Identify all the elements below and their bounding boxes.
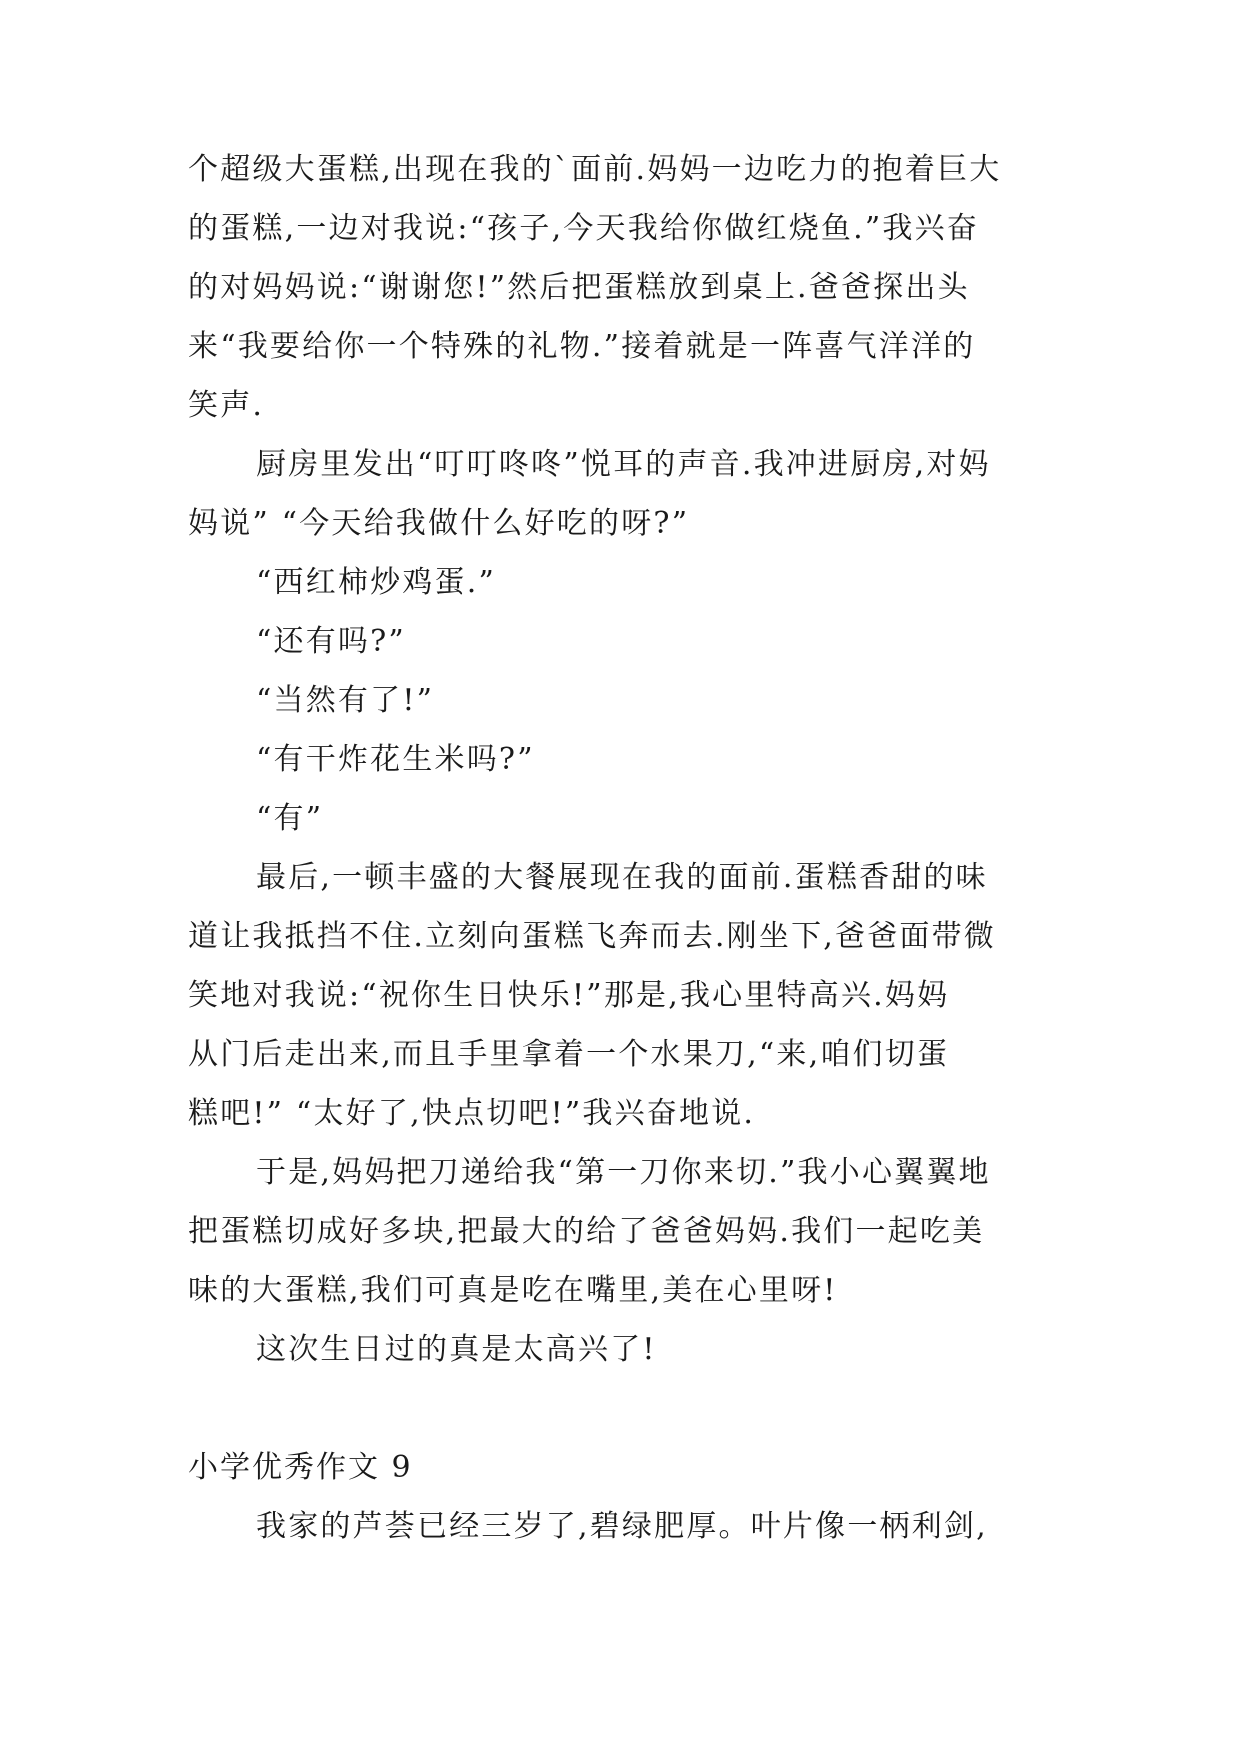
section-spacer — [188, 1379, 1058, 1438]
dialogue-line: “当然有了!” — [256, 683, 435, 718]
paragraph-line: 我家的芦荟已经三岁了,碧绿肥厚。叶片像一柄利剑, — [256, 1509, 988, 1544]
paragraph-line: 笑声. — [188, 388, 265, 423]
dialogue-line: “有” — [256, 801, 324, 836]
dialogue-line: “西红柿炒鸡蛋.” — [256, 565, 497, 600]
paragraph-line: 把蛋糕切成好多块,把最大的给了爸爸妈妈.我们一起吃美 — [188, 1214, 985, 1249]
paragraph-line: 的对妈妈说:“谢谢您!”然后把蛋糕放到桌上.爸爸探出头 — [188, 270, 970, 305]
paragraph-line: 妈说” “今天给我做什么好吃的呀?” — [188, 506, 690, 541]
paragraph-line: 的蛋糕,一边对我说:“孩子,今天我给你做红烧鱼.”我兴奋 — [188, 211, 979, 246]
paragraph-line: 厨房里发出“叮叮咚咚”悦耳的声音.我冲进厨房,对妈 — [256, 447, 991, 482]
dialogue-line: “还有吗?” — [256, 624, 406, 659]
paragraph-line: 这次生日过的真是太高兴了! — [256, 1332, 657, 1367]
section-heading: 小学优秀作文 9 — [188, 1450, 413, 1485]
paragraph-line: 味的大蛋糕,我们可真是吃在嘴里,美在心里呀! — [188, 1273, 838, 1308]
paragraph-line: 笑地对我说:“祝你生日快乐!”那是,我心里特高兴.妈妈 — [188, 978, 950, 1013]
paragraph-line: 最后,一顿丰盛的大餐展现在我的面前.蛋糕香甜的味 — [256, 860, 988, 895]
paragraph-line: 糕吧!” “太好了,快点切吧!”我兴奋地说. — [188, 1096, 756, 1131]
paragraph-line: 来“我要给你一个特殊的礼物.”接着就是一阵喜气洋洋的 — [188, 329, 976, 364]
paragraph-line: 于是,妈妈把刀递给我“第一刀你来切.”我小心翼翼地 — [256, 1155, 991, 1190]
dialogue-line: “有干炸花生米吗?” — [256, 742, 535, 777]
paragraph-line: 个超级大蛋糕,出现在我的`面前.妈妈一边吃力的抱着巨大 — [188, 152, 1002, 187]
paragraph-line: 道让我抵挡不住.立刻向蛋糕飞奔而去.刚坐下,爸爸面带微 — [188, 919, 997, 954]
paragraph-line: 从门后走出来,而且手里拿着一个水果刀,“来,咱们切蛋 — [188, 1037, 950, 1072]
essay-body — [188, 140, 1058, 1556]
